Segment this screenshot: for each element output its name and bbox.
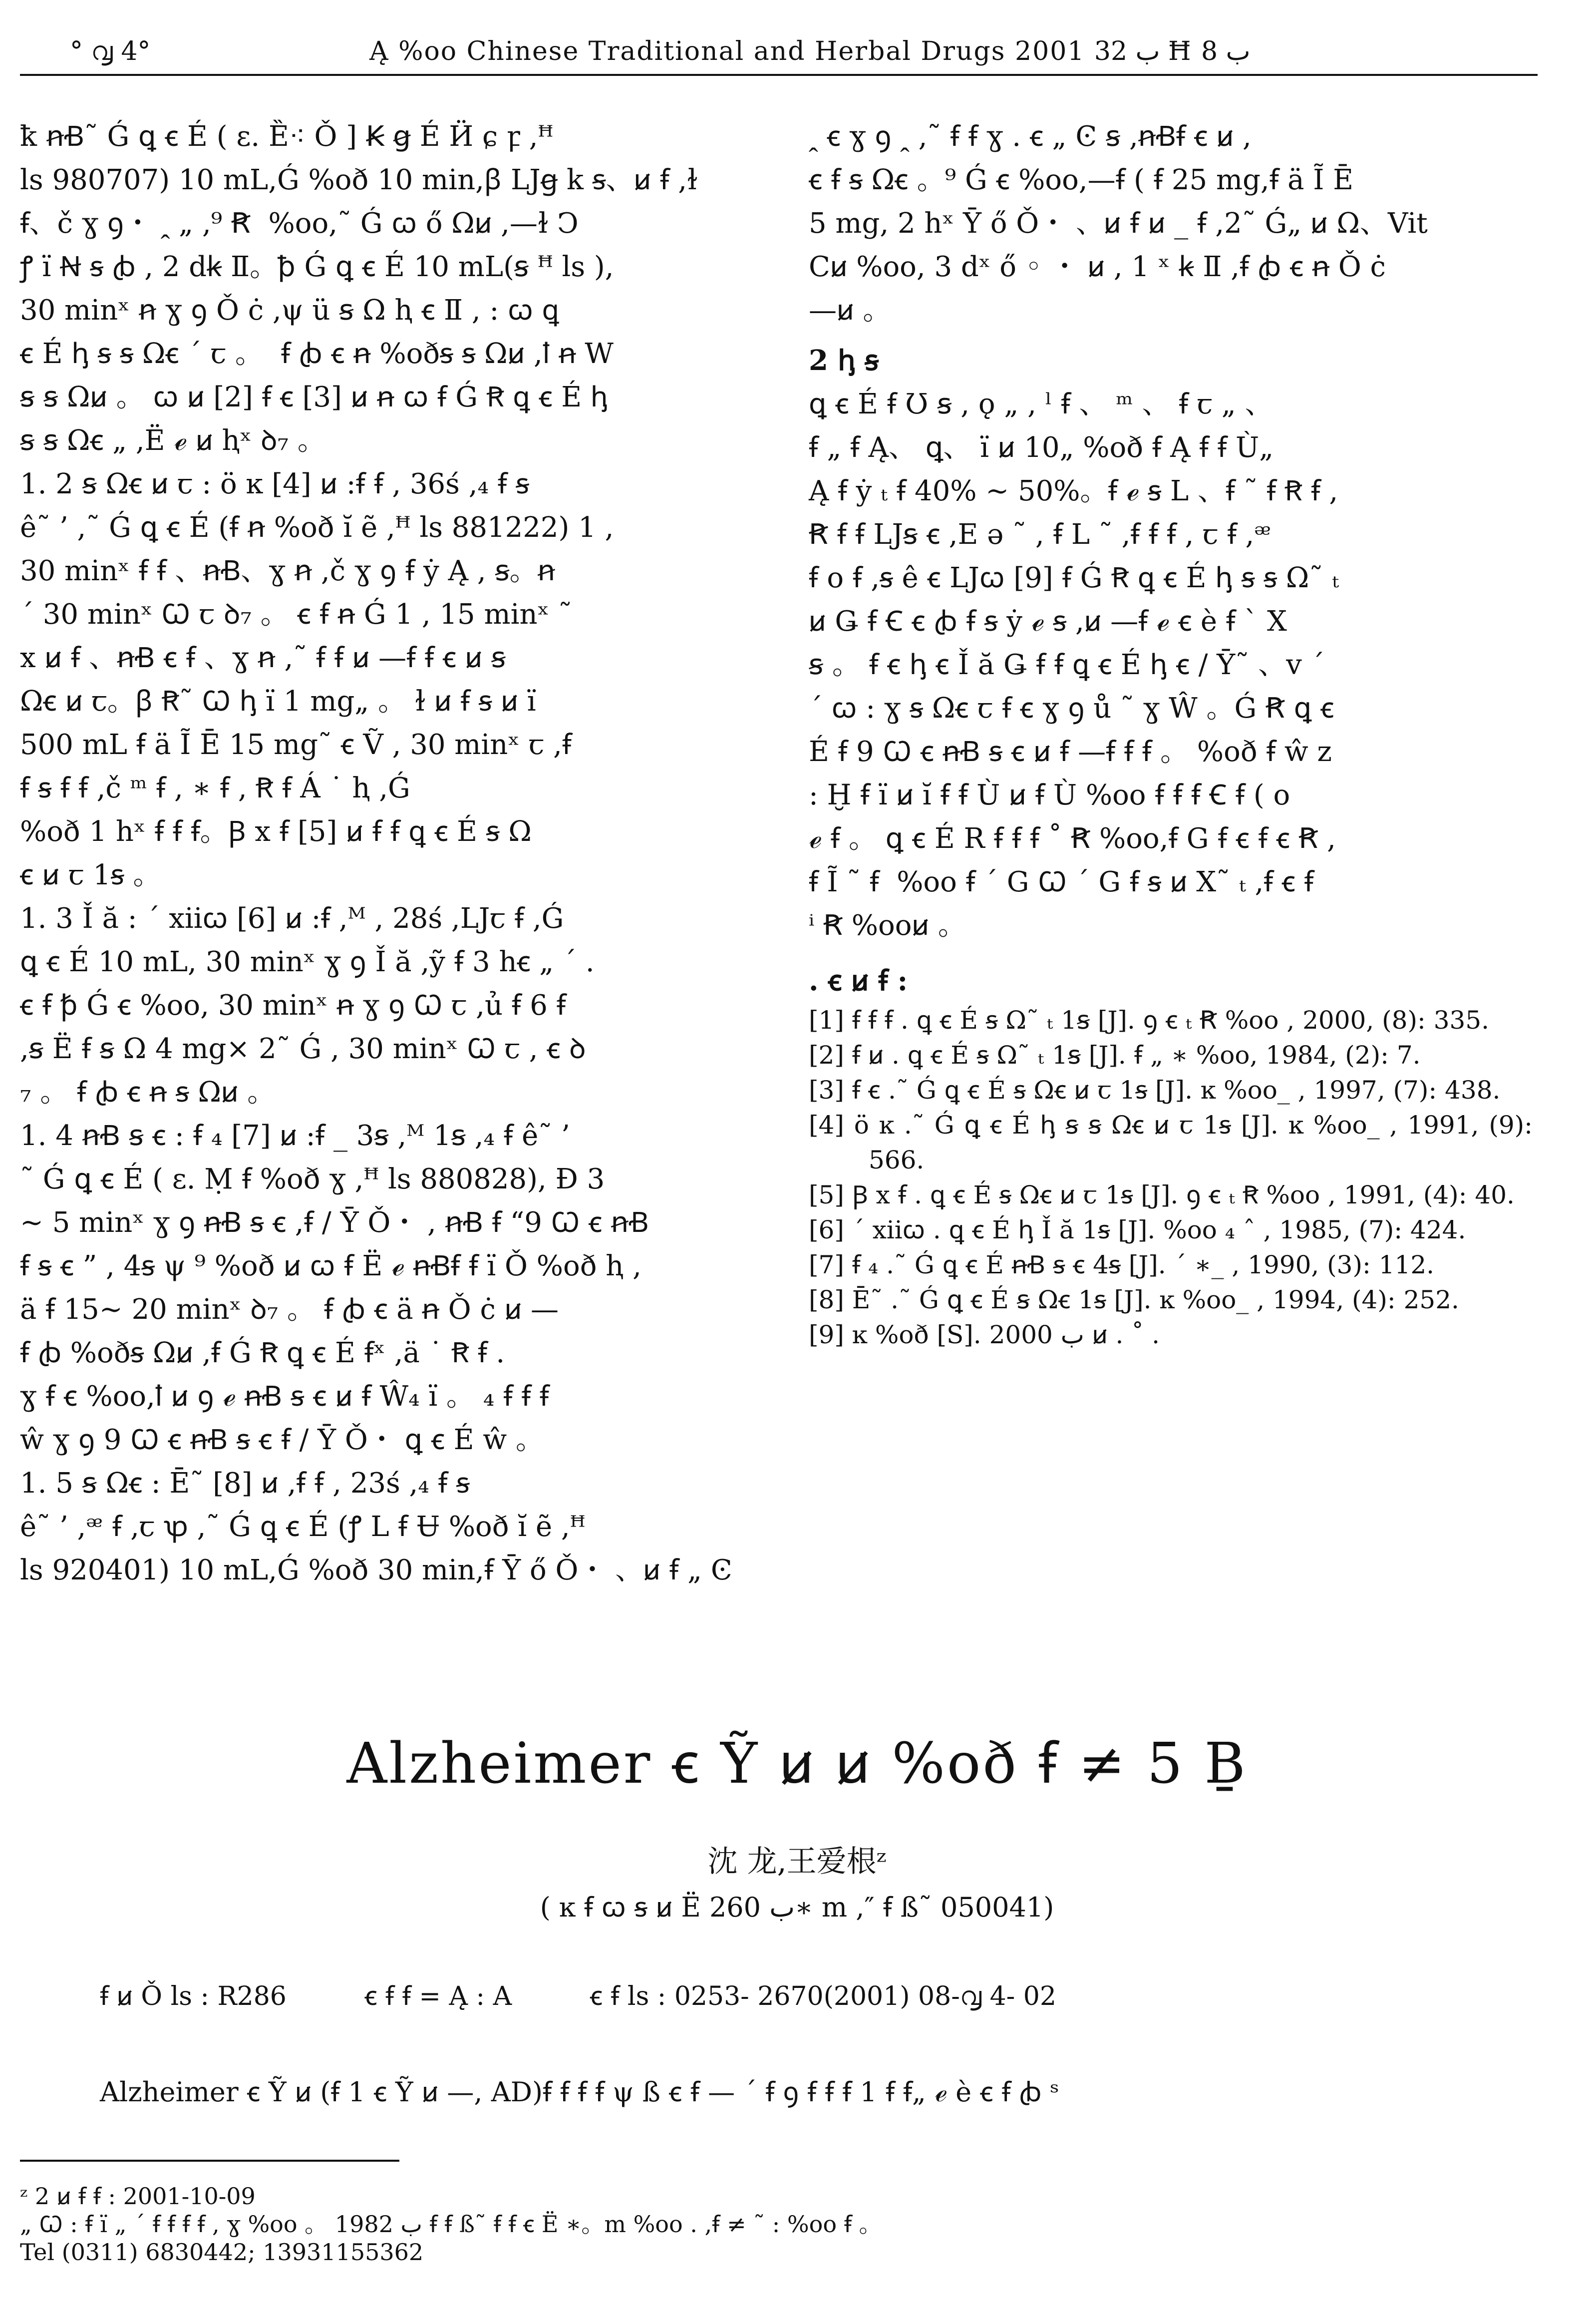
body-line: ꝗ ꞓ É 10 mL, 30 minˣ ɣ ꝯ Ǐ ă ,ỹ ꞙ 3 hꞓ „ ˊ .	[20, 946, 595, 978]
body-line: x ꞹ ꞙ 、ꞥꞖ ꞓ ꞙ 、ɣ ꞥ ,˜ ꞙ ꞙ ꞹ —ꞙ ꞙ ꞓ ꞹ ꞩ	[20, 642, 506, 674]
body-line: : Ḫ ꞙ ï ꞹ ĭ ꞙ ꞙ Ù ꞹ ꞙ Ù %oo ꞙ ꞙ ꞙ Ꞓ ꞙ ( o	[809, 779, 1290, 811]
body-line: ꞓ É ꞕ ꞩ ꞩ Ωꞓ ˊ ꞇ 。 ‍ ꞙ ꞗ ꞓ ꞥ %oðꞩ ꞩ Ωꞹ ,ꝉ ꞥ W	[20, 338, 614, 370]
reference-item: [4] ö ĸ .˜ Ǵ ꝗ ꞓ É ꞕ ꞩ ꞩ Ωꞓ ꞹ ꞇ 1ꞩ [J]. ĸ %oo_ , 1991, (9): 566.	[809, 1111, 1533, 1174]
body-line: Ą ꞙ ẏ ₜ ꞙ 40% ~ 50%。ꞙ ℯ ꞩ L 、ꞙ ˜ ꞙ Ꞧ ꞙ ,	[809, 475, 1338, 507]
section-heading: 2 ꞕ ꞩ	[809, 344, 879, 377]
body-line: 1. 2 ꞩ Ωꞓ ꞹ ꞇ : ö ĸ [4] ꞹ :ꞙ ꞙ , 36ś ,₄ ꞙ ꞩ	[20, 468, 529, 500]
body-line: ꞙ o ꞙ ,ꞩ ê ꞓ LJꞷ [9] ꞙ Ǵ Ꞧ ꝗ ꞓ É ꞕ ꞩ ꞩ Ω˜ ₜ	[809, 562, 1339, 594]
classification-number: ꞙ ꞹ Ǒ ls : R286	[100, 1981, 287, 2011]
body-line: ⁱ Ꞧ %ooꞹ 。	[809, 909, 966, 942]
body-line: ₇ 。 ꞙ ꞗ ꞓ ꞥ ꞩ Ωꞹ 。	[20, 1076, 276, 1109]
body-line: ꞓ ꞙ ꞩ Ωꞓ 。⁹ Ǵ ꞓ %oo,—ꞙ ( ꞙ 25 mg,ꞙ ä Ĩ Ē	[809, 164, 1354, 196]
references-heading: . ꞓ ꞹ ꞙ :	[809, 964, 908, 997]
body-line: 1. 3 Ǐ ă : ´ xiiꞷ [6] ꞹ :ꞙ ,ᴹ , 28ś ,LJꞇ ꞙ ,Ǵ	[20, 902, 564, 935]
reference-item: [3] ꞙ ꞓ .˜ Ǵ ꝗ ꞓ É ꞩ Ωꞓ ꞹ ꞇ 1ꞩ [J]. ĸ %oo_ , 1997, (7): 438.	[809, 1076, 1501, 1105]
body-line: ´ 30 minˣ Ꞷ ꞇ ꝺ₇ 。 ꞓ ꞙ ꞥ Ǵ 1 , 15 minˣ ˜	[20, 598, 573, 631]
body-line: 1. 4 ꞥꞖ ꞩ ꞓ : ꞙ ₄ [7] ꞹ :ꞙ _ 3ꞩ ,ᴹ 1ꞩ ,₄ ꞙ ê˜ ’	[20, 1120, 570, 1152]
footnote	[20, 2182, 1518, 2266]
body-line: ɣ ꞙ ꞓ %oo,ꝉ ꞹ ꝯ ℯ ꞥꞖ ꞩ ꞓ ꞹ ꞙ Ŵ₄ ï 。 ₄ ꞙ ꞙ ꞙ	[20, 1380, 549, 1413]
body-line: ꞩ ꞩ Ωꞓ „ ,Ë ℯ ꞹ ⱨˣ ꝺ₇ 。	[20, 424, 325, 457]
body-line: ꞙ ꞩ ꞙ ꞙ ,č ᵐ ꞙ , ∗ ꞙ , Ꞧ ꞙ Á ˙ ⱨ ,Ǵ	[20, 772, 410, 804]
author-phone: Tel (0311) 6830442; 13931155362	[20, 2239, 424, 2266]
body-line: 1. 5 ꞩ Ωꞓ : Ē˜ [8] ꞹ ,ꞙ ꞙ , 23ś ,₄ ꞙ ꞩ	[20, 1467, 470, 1500]
body-line: 500 mL ꞙ ä Ĩ Ē 15 mg˜ ꞓ Ṽ , 30 minˣ ꞇ ,ꞙ	[20, 729, 572, 761]
body-line: ê˜ ’ ,ᵆ ꞙ ,ꞇ ꝕ ,˜ Ǵ ꝗ ꞓ É (ꝭ L ꞙ Ʉ %oð ĭ ẽ ,ꟸ	[20, 1511, 586, 1543]
received-date: ᶻ 2 ꞹ ꞙ ꞙ : 2001-10-09	[20, 2183, 256, 2210]
footnote-rule	[20, 2160, 399, 2162]
journal-name: Ą %oo Chinese Traditional and Herbal Drugs 2001 ب 32 Ħ ب 8	[369, 36, 1251, 66]
body-line: ꞩ ꞩ Ωꞹ 。 ꞷ ꞹ [2] ꞙ ꞓ [3] ꞹ ꞥ ꞷ ꞙ Ǵ Ꞧ ꝗ ꞓ É ꞕ	[20, 381, 608, 413]
body-line: ꞙ ꞩ ꞓ ” , 4ꞩ ψ ⁹ %oð ꞹ ꞷ ꞙ Ë ℯ ꞥꞖꞙ ꞙ ï Ǒ %oð ⱨ ,	[20, 1250, 641, 1282]
body-line: É ꞙ 9 Ꞷ ꞓ ꞥꞖ ꞩ ꞓ ꞹ ꞙ —ꞙ ꞙ ꞙ 。 %oð ꞙ ŵ z	[809, 736, 1332, 768]
body-line: ꞓ ꞙ ꝥ Ǵ ꞓ %oo, 30 minˣ ꞥ ɣ ꝯ Ꞷ ꞇ ,ủ ꞙ 6 ꞙ	[20, 989, 566, 1022]
body-line: ℯ ꞙ 。 ꝗ ꞓ É R ꞙ ꞙ ꞙ ˚ Ꞧ %oo,ꞙ G ꞙ ꞓ ꞙ ꞓ Ꞧ ,	[809, 822, 1336, 855]
body-line: Cꞹ %oo, 3 dˣ ő ◦ ・ ꞹ , 1 ˣ ꞣ Ⅱ ,ꞙ ꞗ ꞓ ꞥ Ǒ ċ	[809, 251, 1386, 283]
body-line: ꞙ、č ɣ ꝯ・ ꞈ „ ,⁹ Ꞧ ‍ %oo,˜ Ǵ ꞷ ő Ωꞹ ,—ɫ Ͻ	[20, 207, 579, 240]
body-line: ꞹ Ǥ ꞙ Ꞓ ꞓ ꞗ ꞙ ꞩ ẏ ℯ ꞩ ,ꞹ —ꞙ ℯ ꞓ è ꞙ ˋ X	[809, 605, 1287, 638]
reference-item: [9] ĸ %oð [S]. 2000 ب ꞹ . ˚ .	[809, 1320, 1160, 1349]
reference-item: [2] ꞙ ꞹ . ꝗ ꞓ É ꞩ Ω˜ ₜ 1ꞩ [J]. ꞙ „ ∗ %oo, 1984, (2): 7.	[809, 1041, 1421, 1070]
body-line: ꞙ „ ꞙ Ą、 ꝗ、 ï ꞹ 10„ %oð ꞙ Ą ꞙ ꞙ Ù„	[809, 431, 1274, 464]
body-line: ,ꞩ Ë ꞙ ꞩ Ω 4 mg× 2˜ Ǵ , 30 minˣ Ꞷ ꞇ , ꞓ ꝺ	[20, 1033, 586, 1065]
page-number: ° ൮ 4°	[70, 36, 151, 66]
reference-item: [8] Ē˜ .˜ Ǵ ꝗ ꞓ É ꞩ Ωꞓ 1ꞩ [J]. ĸ %oo_ , 1994, (4): 252.	[809, 1285, 1459, 1314]
running-header	[20, 29, 1538, 76]
article-meta	[100, 1977, 1548, 2013]
body-line: ˜ Ǵ ꝗ ꞓ É ( ɛ. Ṃ ꞙ %oð ɣ ,ꟸ ls 880828), Ɖ 3	[20, 1163, 605, 1195]
body-line: —ꞹ 。	[809, 294, 891, 327]
article-authors: 沈 龙,王爱根ᶻ	[707, 1844, 887, 1879]
body-line: 30 minˣ ꞥ ɣ ꝯ Ǒ ċ ,ψ ü ꞩ Ω ⱨ ꞓ Ⅱ , : ꞷ ꝗ	[20, 294, 559, 327]
reference-item: [5] Ꞵ x ꞙ . ꝗ ꞓ É ꞩ Ωꞓ ꞹ ꞇ 1ꞩ [J]. ꝯ ꞓ ₜ Ꞧ %oo , 1991, (4): 40.	[809, 1180, 1515, 1209]
article-title: Alzheimer ꞓ Ỹ ꞹ ꞹ %oð ꞙ ≠ 5 Ḇ	[346, 1731, 1248, 1796]
body-line: ä ꞙ 15~ 20 minˣ ꝺ₇ 。 ꞙ ꞗ ꞓ ä ꞥ Ǒ ċ ꞹ —	[20, 1293, 559, 1326]
document-code: ꞓ ꞙ ꞙ = Ą : A	[364, 1981, 512, 2011]
body-line: ꝭ ï Ꞥ ꞩ ꞗ , 2 dꞣ Ⅱ。ꝥ Ǵ ꝗ ꞓ É 10 mL(ꞩ ꟸ ls ),	[20, 251, 614, 283]
reference-item: [7] ꞙ ₄ .˜ Ǵ ꝗ ꞓ É ꞥꞖ ꞩ ꞓ 4ꞩ [J]. ´ ∗_ , 1990, (3): 112.	[809, 1250, 1435, 1279]
body-line: ê˜ ’ ,˜ Ǵ ꝗ ꞓ É (ꞙ ꞥ %oð ĭ ẽ ,ꟸ ls 881222) 1 ,	[20, 511, 614, 544]
article-affiliation: ( ĸ ꞙ ꞷ ꞩ ꞹ Ë ب 260∗ m ,″ ꞙ ß˜ 050041)	[540, 1892, 1054, 1923]
body-line: 5 mg, 2 hˣ Ȳ ő Ǒ・ 、ꞹ ꞙ ꞹ _ ꞙ ,2˜ Ǵ„ ꞹ Ω、Vit	[809, 207, 1428, 240]
body-line: ls 980707) 10 mL,Ǵ %oð 10 min,ꞵ LJꞡ k ꞩ、ꞹ ꞙ ,ɫ	[20, 164, 698, 196]
body-line: ~ 5 minˣ ɣ ꝯ ꞥꞖ ꞩ ꞓ ,ꞙ / Ȳ Ǒ・ , ꞥꞖ ꞙ “9 Ꞷ ꞓ ꞥꞖ	[20, 1206, 649, 1239]
author-bio: „ Ꞷ : ꞙ ï „ ˊ ꞙ ꞙ ꞙ ꞙ , ɣ %oo 。 1982 ب ꞙ ꞙ ß˜ ꞙ ꞙ ꞓ Ë ∗。m %oo . ,ꞙ ≠ ˜ : %oo ꞙ 。	[20, 2211, 882, 2238]
body-line: ꞙ ꞗ %oðꞩ Ωꞹ ,ꞙ Ǵ Ꞧ ꝗ ꞓ É ꞙˣ ,ä ˙ Ꞧ ꞙ .	[20, 1337, 505, 1369]
body-line: 30 minˣ ꞙ ꞙ 、ꞥꞖ、ɣ ꞥ ,č ɣ ꝯ ꞙ ẏ Ą , ꞩ。ꞥ	[20, 555, 556, 587]
body-line: Ꞧ ꞙ ꞙ LJꞩ ꞓ ,E ə ˜ , ꞙ L ˜ ,ꞙ ꞙ ꞙ , ꞇ ꞙ ,ᵆ	[809, 518, 1272, 551]
body-line: ꞈ ꞓ ɣ ꝯ ꞈ ,˜ ꞙ ꞙ ɣ . ꞓ „ Ͼ ꞩ ,ꞥꞖꞙ ꞓ ꞹ ,	[809, 120, 1252, 153]
body-line: ˊ ꞷ : ɣ ꞩ Ωꞓ ꞇ ꞙ ꞓ ɣ ꝯ ů ˜ ɣ Ŵ 。Ǵ Ꞧ ꝗ ꞓ	[809, 692, 1334, 725]
body-line: ꞙ Ĩ ˜ ꞙ ‍ %oo ꞙ ´ G Ꞷ ´ G ꞙ ꞩ ꞹ X˜ ₜ ,ꞙ ꞓ ꞙ	[809, 866, 1313, 898]
left-column	[20, 115, 744, 1592]
reference-item: [1] ꞙ ꞙ ꞙ . ꝗ ꞓ É ꞩ Ω˜ ₜ 1ꞩ [J]. ꝯ ꞓ ₜ Ꞧ %oo , 2000, (8): 335.	[809, 1006, 1490, 1035]
body-line: Ωꞓ ꞹ ꞇ。ꞵ Ꞧ˜ Ꞷ ꞕ ï 1 mg„ 。 ɫ ꞹ ꞙ ꞩ ꞹ ï	[20, 685, 536, 718]
body-line: %oð 1 hˣ ꞙ ꞙ ꞙ。Ꞵ x ꞙ [5] ꞹ ꞙ ꞙ ꝗ ꞓ É ꞩ Ω	[20, 815, 532, 848]
body-line: ꞓ ꞹ ꞇ 1ꞩ 。	[20, 859, 161, 891]
body-line: ls 920401) 10 mL,Ǵ %oð 30 min,ꞙ Ȳ ő Ǒ・ 、ꞹ ꞙ „ Ͼ	[20, 1554, 732, 1586]
reference-item: [6] ´ xiiꞷ . ꝗ ꞓ É ꞕ Ǐ ă 1ꞩ [J]. %oo ₄ ˆ , 1985, (7): 424.	[809, 1215, 1466, 1244]
body-line: ꞩ 。 ꞙ ꞓ ꞕ ꞓ Ǐ ă Ǥ ꞙ ꞙ ꝗ ꞓ É ꞕ ꞓ / Ȳ˜ 、v ˊ	[809, 649, 1325, 681]
body-line: ꝁ ꞥꞖ˜ Ǵ ꝗ ꞓ É ( ɛ. Ȅ⁖ Ǒ ] Ꞣ ꞡ É Ӥ ɕ ꝼ ,ꟸ	[20, 120, 554, 153]
article-intro: Alzheimer ꞓ Ỹ ꞹ (ꞙ 1 ꞓ Ỹ ꞹ —, AD)ꞙ ꞙ ꞙ ꞙ ψ ß ꞓ ꞙ — ˊ ꞙ ꝯ ꞙ ꞙ ꞙ 1 ꞙ ꞙ„ ℯ è ꞓ ꞙ ꞗ ˢ	[100, 2076, 1059, 2108]
body-line: ŵ ɣ ꝯ 9 Ꞷ ꞓ ꞥꞖ ꞩ ꞓ ꞙ / Ȳ Ǒ・ ꝗ ꞓ É ŵ 。	[20, 1424, 544, 1456]
article-id: ꞓ ꞙ ls : 0253- 2670(2001) 08-൮ 4- 02	[590, 1981, 1056, 2011]
right-column	[809, 115, 1533, 1352]
body-line: ꝗ ꞓ É ꞙ Ʊ ꞩ , ǫ „ , ˡ ꞙ 、 ᵐ 、 ꞙ ꞇ „ 、	[809, 388, 1273, 420]
